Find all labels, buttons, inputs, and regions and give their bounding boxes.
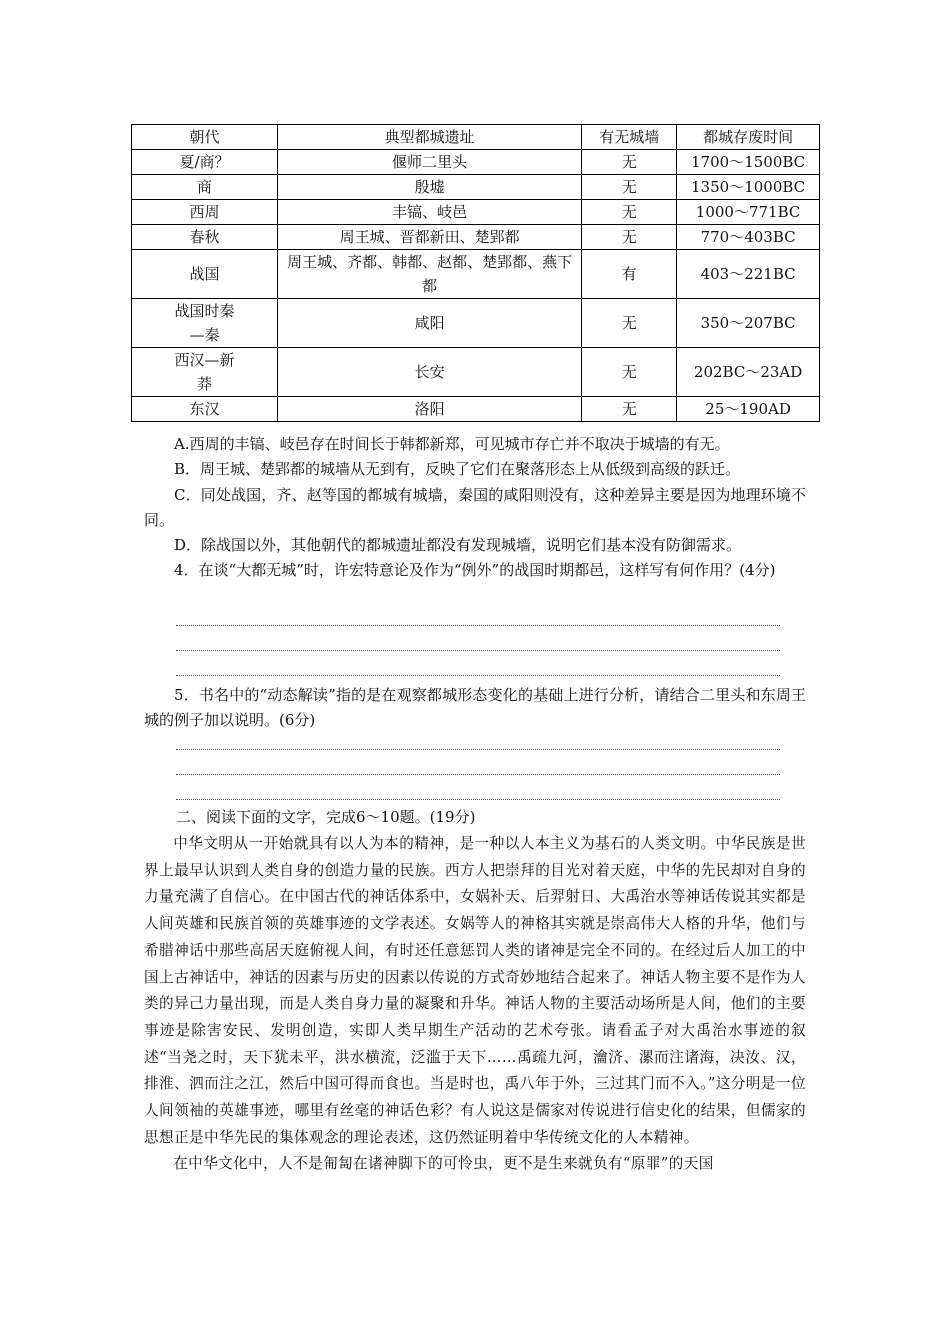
table-row (132, 250, 820, 299)
table-row (132, 299, 820, 348)
passage-paragraph-2: 在中华文化中，人不是匍匐在诸神脚下的可怜虫，更不是生来就负有“原罪”的天国 (173, 1155, 714, 1173)
question-5-block (144, 683, 806, 734)
header-site: 典型都城遗址 (277, 125, 581, 150)
cell-dynasty: 西周 (132, 200, 278, 225)
cell-time: 350～207BC (677, 299, 820, 348)
cell-site: 周王城、齐都、韩都、赵都、楚郢都、燕下都 (277, 250, 581, 299)
cell-dynasty: 春秋 (132, 225, 278, 250)
header-wall: 有无城墙 (582, 125, 677, 150)
cell-site: 周王城、晋都新田、楚郢都 (277, 225, 581, 250)
cell-wall: 无 (582, 200, 677, 225)
table-header-row (132, 125, 820, 150)
answer-area-q5[interactable] (176, 749, 780, 800)
table-row (132, 150, 820, 175)
cell-wall: 无 (582, 348, 677, 397)
cell-site: 咸阳 (277, 299, 581, 348)
section-2-title: 二、阅读下面的文字，完成6～10题。(19分) (176, 808, 476, 826)
cell-time: 25～190AD (677, 397, 820, 422)
answer-line[interactable] (176, 799, 780, 800)
question-3-options (144, 432, 806, 584)
cell-wall: 无 (582, 175, 677, 200)
cell-dynasty: 夏/商？ (132, 150, 278, 175)
table-row (132, 200, 820, 225)
option-a: A.西周的丰镐、岐邑存在时间长于韩都新郑，可见城市存亡并不取决于城墙的有无。 (174, 435, 730, 453)
cell-time: 1350～1000BC (677, 175, 820, 200)
cell-wall: 无 (582, 225, 677, 250)
cell-time: 1000～771BC (677, 200, 820, 225)
cell-site: 洛阳 (277, 397, 581, 422)
cell-time: 1700～1500BC (677, 150, 820, 175)
answer-line[interactable] (176, 774, 780, 775)
cell-dynasty: 战国 (132, 250, 278, 299)
cell-wall: 无 (582, 150, 677, 175)
option-c: C．同处战国，齐、赵等国的都城有城墙，秦国的咸阳则没有，这种差异主要是因为地理环境不同。 (144, 485, 806, 529)
table-row (132, 225, 820, 250)
cell-site: 丰镐、岐邑 (277, 200, 581, 225)
cell-time: 770～403BC (677, 225, 820, 250)
cell-wall: 无 (582, 397, 677, 422)
answer-line[interactable] (176, 650, 780, 651)
option-d: D．除战国以外，其他朝代的都城遗址都没有发现城墙，说明它们基本没有防御需求。 (174, 536, 742, 555)
cell-wall: 无 (582, 299, 677, 348)
reading-passage (144, 831, 806, 1178)
option-b: B．周王城、楚郢都的城墙从无到有，反映了它们在聚落形态上从低级到高级的跃迁。 (174, 460, 741, 479)
cell-dynasty: 东汉 (132, 397, 278, 422)
answer-area-q4[interactable] (176, 625, 780, 676)
passage-paragraph-1: 中华文明从一开始就具有以人为本的精神，是一种以人本主义为基石的人类文明。中华民族是世界上最早认识到人类自身的创造力量的民族。西方人把崇拜的目光对着天庭，中华的先民却对自身的力量充满了自信心。在中国古代的神话体系中，女娲补天、后羿射日、大禹治水等神话传说其实都是人间英雄和民族首领的英雄事迹的文学表述。女娲等人的神格其实就是崇高伟大人格的升华，他们与希腊神话中那些高居天庭俯视人间，有时还任意惩罚人类的诸神是完全不同的。在经过后人加工的中国上古神话中，神话的因素与历史的因素以传说的方式奇妙地结合起来了。神话人物主要不是作为人类的异己力量出现，而是人类自身力量的凝聚和升华。神话人物的主要活动场所是人间，他们的主要事迹是除害安民、发明创造，实即人类早期生产活动的艺术夸张。请看孟子对大禹治水事迹的叙述“当尧之时，天下犹未平，洪水横流，泛滥于天下……禹疏九河，瀹济、漯而注诸海，决汝、汉，排淮、泗而注之江，然后中国可得而食也。当是时也，禹八年于外，三过其门而不入。”这分明是一位人间领袖的英雄事迹，哪里有丝毫的神话色彩？有人说这是儒家对传说进行信史化的结果，但儒家的思想正是中华先民的集体观念的理论表述，这仍然证明着中华传统文化的人本精神。 (144, 835, 806, 1146)
cell-dynasty: 战国时秦—秦 (132, 299, 278, 348)
cell-site: 偃师二里头 (277, 150, 581, 175)
table-row (132, 175, 820, 200)
cell-dynasty: 商 (132, 175, 278, 200)
cell-time: 403～221BC (677, 250, 820, 299)
question-4: 4．在谈“大都无城”时，许宏特意论及作为“例外”的战国时期都邑，这样写有何作用？(4分) (174, 561, 776, 580)
answer-line[interactable] (176, 749, 780, 750)
cell-wall: 有 (582, 250, 677, 299)
table-row (132, 397, 820, 422)
answer-line[interactable] (176, 625, 780, 626)
answer-line[interactable] (176, 675, 780, 676)
question-5: 5．书名中的“动态解读”指的是在观察都城形态变化的基础上进行分析，请结合二里头和东周王城的例子加以说明。(6分) (144, 686, 806, 730)
cell-time: 202BC～23AD (677, 348, 820, 397)
capital-sites-table (131, 124, 820, 422)
cell-site: 殷墟 (277, 175, 581, 200)
cell-site: 长安 (277, 348, 581, 397)
table-row (132, 348, 820, 397)
header-time: 都城存废时间 (677, 125, 820, 150)
header-dynasty: 朝代 (132, 125, 278, 150)
cell-dynasty: 西汉—新莽 (132, 348, 278, 397)
